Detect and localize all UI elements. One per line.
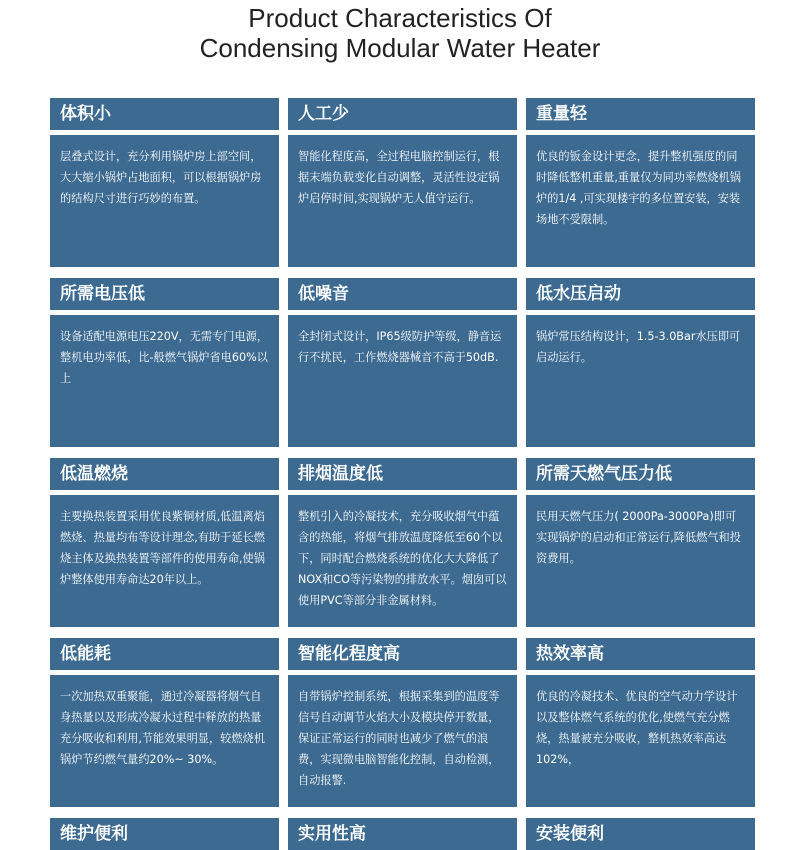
card-text: 优良的冷凝技术、优良的空气动力学设计以及整体燃气系统的优化,使燃气充分燃烧，热量被充分吸收，整机热效率高达102%， — [526, 675, 755, 807]
feature-card-low-noise — [288, 278, 517, 447]
card-heading: 所需电压低 — [50, 278, 279, 310]
card-heading: 所需天燃气压力低 — [526, 458, 755, 490]
card-text: 主要换热装置采用优良紫铜材质,低温离焰燃烧、热量均布等设计理念,有助于延长燃烧主体及换热装置等部件的使用寿命,使锅炉整体使用寿命达20年以上。 — [50, 495, 279, 627]
card-heading: 维护便利 — [50, 818, 279, 850]
card-text: 智能化程度高，全过程电脑控制运行，根据末端负载变化自动调整，灵活性设定锅炉启停时间,实现锅炉无人值守运行。 — [288, 135, 517, 267]
card-heading: 低噪音 — [288, 278, 517, 310]
card-text: 整机引入的冷凝技术，充分吸收烟气中蕴含的热能，将烟气排放温度降低至60个以下，同时配合燃烧系统的优化大大降低了NOX和CO等污染物的排放水平。烟囱可以使用PVC等部分非金属材料。 — [288, 495, 517, 627]
feature-card-intelligent — [288, 638, 517, 807]
card-heading: 安装便利 — [526, 818, 755, 850]
feature-card-small-volume — [50, 98, 279, 267]
title-line-1: Product Characteristics Of — [248, 3, 552, 33]
feature-card-high-practicality — [288, 818, 517, 850]
card-heading: 低水压启动 — [526, 278, 755, 310]
title-line-2: Condensing Modular Water Heater — [199, 33, 601, 63]
card-heading: 低温燃烧 — [50, 458, 279, 490]
feature-card-low-temp-combustion — [50, 458, 279, 627]
card-text: 优良的钣金设计更念，提升整机强度的同时降低整机重量,重量仅为同功率燃烧机锅炉的1/4 ,可实现楼宇的多位置安装，安装场地不受限制。 — [526, 135, 755, 267]
feature-card-less-labor — [288, 98, 517, 267]
card-heading: 排烟温度低 — [288, 458, 517, 490]
feature-card-easy-maintenance — [50, 818, 279, 850]
feature-card-light-weight — [526, 98, 755, 267]
card-text: 锅炉常压结构设计，1.5-3.0Bar水压即可启动运行。 — [526, 315, 755, 447]
page-title — [0, 3, 800, 63]
feature-card-low-voltage — [50, 278, 279, 447]
card-text: 一次加热双重聚能，通过冷凝器将烟气自身热量以及形成冷凝水过程中释放的热量充分吸收和利用,节能效果明显，较燃烧机锅炉节约燃气量约20%~ 30%。 — [50, 675, 279, 807]
card-heading: 低能耗 — [50, 638, 279, 670]
feature-card-high-efficiency — [526, 638, 755, 807]
card-heading: 体积小 — [50, 98, 279, 130]
card-text: 全封闭式设计，IP65级防护等级，静音运行不扰民，工作燃烧器械音不高于50dB. — [288, 315, 517, 447]
feature-card-low-energy — [50, 638, 279, 807]
card-heading: 热效率高 — [526, 638, 755, 670]
card-text: 民用天燃气压力( 2000Pa-3000Pa)即可实现锅炉的启动和正常运行,降低燃气和投资费用。 — [526, 495, 755, 627]
card-heading: 重量轻 — [526, 98, 755, 130]
card-text: 设备适配电源电压220V，无需专门电源，整机电功率低，比-般燃气锅炉省电60%以上 — [50, 315, 279, 447]
card-heading: 智能化程度高 — [288, 638, 517, 670]
card-heading: 人工少 — [288, 98, 517, 130]
feature-card-low-gas-pressure — [526, 458, 755, 627]
feature-card-easy-installation — [526, 818, 755, 850]
feature-card-low-exhaust-temp — [288, 458, 517, 627]
card-heading: 实用性高 — [288, 818, 517, 850]
card-text: 自带锅炉控制系统，根据采集到的温度等信号自动调节火焰大小及模块停开数量，保证正常运行的同时也减少了燃气的浪费，实现微电脑智能化控制，自动检测，自动报警. — [288, 675, 517, 807]
feature-card-low-water-pressure — [526, 278, 755, 447]
card-text: 层叠式设计，充分利用锅炉房上部空间，大大缩小锅炉占地面积，可以根据锅炉房的结构尺寸进行巧妙的布置。 — [50, 135, 279, 267]
